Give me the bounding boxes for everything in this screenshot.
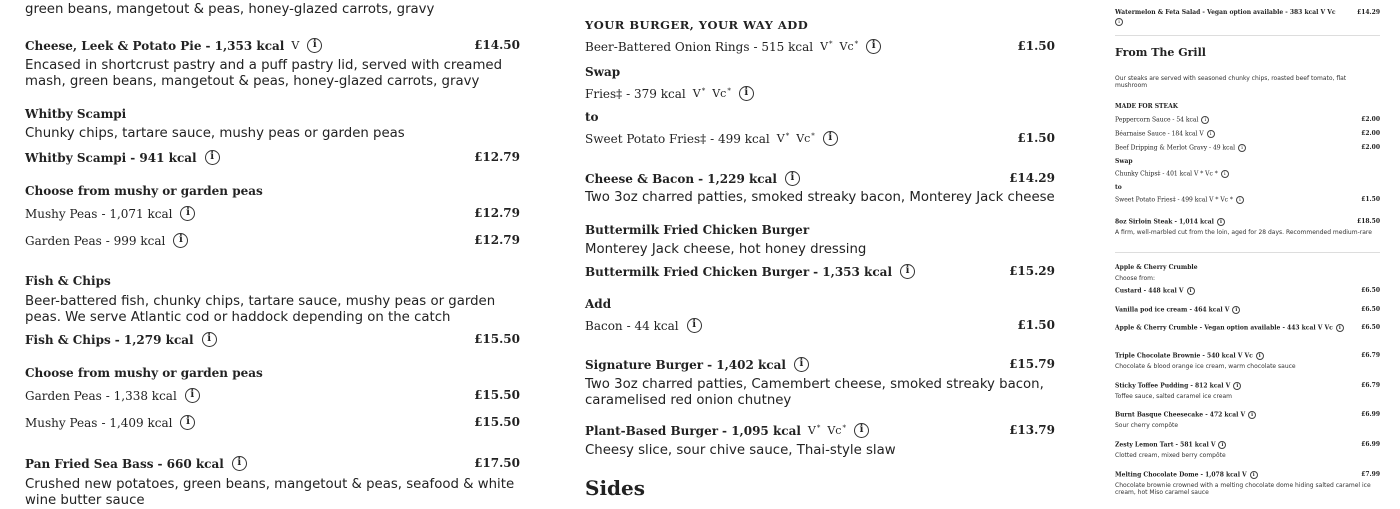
menu-item-whitby-scampi[interactable] bbox=[25, 150, 520, 165]
info-icon[interactable]: i bbox=[1115, 18, 1123, 26]
info-icon[interactable]: i bbox=[180, 206, 195, 221]
option-name: Vanilla pod ice cream - 464 kcal V bbox=[1115, 306, 1230, 314]
menu-item-plant-based-burger[interactable] bbox=[585, 423, 1055, 438]
swap-label: Swap bbox=[1115, 158, 1133, 165]
item-heading: Fish & Chips bbox=[25, 274, 111, 288]
option-price: £1.50 bbox=[1361, 196, 1380, 203]
item-description: Encased in shortcrust pastry and a puff pastry lid, served with creamed mash, green beans, mangetout & peas, honey-glazed carrots, gravy bbox=[25, 58, 503, 89]
option-custard[interactable] bbox=[1115, 287, 1380, 296]
option-name: Béarnaise Sauce - 184 kcal V bbox=[1115, 130, 1204, 138]
option-price: £15.50 bbox=[474, 415, 520, 429]
item-description: Monterey Jack cheese, hot honey dressing bbox=[585, 242, 867, 257]
subsection-heading: MADE FOR STEAK bbox=[1115, 103, 1178, 110]
info-icon[interactable]: i bbox=[1233, 382, 1241, 390]
vegan-badge: Vc* bbox=[839, 40, 859, 53]
option-garden-peas[interactable] bbox=[25, 388, 520, 403]
menu-item-watermelon-salad[interactable] bbox=[1115, 9, 1380, 17]
item-name: Sticky Toffee Pudding - 812 kcal V bbox=[1115, 382, 1231, 390]
option-kcal: - 379 kcal bbox=[626, 86, 686, 101]
option-price: £2.00 bbox=[1361, 144, 1380, 151]
vegetarian-badge: V* bbox=[807, 424, 821, 437]
option-fries[interactable] bbox=[585, 86, 1055, 101]
menu-column-middle bbox=[585, 0, 1055, 500]
option-name: Chunky Chips‡ - 401 kcal V * Vc * bbox=[1115, 170, 1218, 178]
info-icon[interactable]: i bbox=[185, 388, 200, 403]
vegan-badge: Vc* bbox=[827, 424, 846, 437]
item-name: Signature Burger bbox=[585, 357, 704, 372]
vegetarian-badge: V* bbox=[692, 87, 706, 100]
swap-label: Swap bbox=[585, 65, 621, 79]
item-description: Crushed new potatoes, green beans, mangetout & peas, seafood & white wine butter sauce bbox=[25, 477, 515, 508]
item-description: A firm, well-marbled cut from the loin, aged for 28 days. Recommended medium-rare bbox=[1115, 229, 1372, 236]
item-description: Chocolate brownie crowned with a melting chocolate dome hiding salted caramel ice cream, hot Miso caramel sauce bbox=[1115, 482, 1371, 496]
option-sweet-potato-fries[interactable] bbox=[585, 131, 1055, 146]
info-icon[interactable]: i bbox=[173, 233, 188, 248]
item-name: Cheese & Bacon bbox=[585, 171, 695, 186]
option-name: Garden Peas bbox=[25, 233, 102, 248]
item-price: £17.50 bbox=[474, 456, 520, 470]
item-description: Two 3oz charred patties, smoked streaky bacon, Monterey Jack cheese bbox=[585, 190, 1055, 205]
info-icon[interactable]: i bbox=[180, 415, 195, 430]
option-kcal: - 999 kcal bbox=[105, 233, 166, 248]
option-beef-dripping[interactable] bbox=[1115, 144, 1380, 153]
menu-item-sirloin[interactable] bbox=[1115, 218, 1380, 227]
item-heading: Whitby Scampi bbox=[25, 107, 127, 121]
option-name: Mushy Peas bbox=[25, 415, 98, 430]
vegan-badge: Vc* bbox=[712, 87, 731, 100]
option-name: Beer-Battered Onion Rings bbox=[585, 39, 750, 54]
item-name: Burnt Basque Cheesecake - 472 kcal V bbox=[1115, 411, 1246, 419]
option-bearnaise[interactable] bbox=[1115, 130, 1380, 139]
info-icon[interactable]: i bbox=[854, 423, 869, 438]
option-kcal: - 1,071 kcal bbox=[101, 206, 173, 221]
item-price: £7.99 bbox=[1361, 471, 1380, 478]
option-name: Apple & Cherry Crumble - Vegan option available - 443 kcal V Vc bbox=[1115, 324, 1333, 332]
item-name: Buttermilk Fried Chicken Burger bbox=[585, 264, 810, 279]
item-description: Two 3oz charred patties, Camembert cheese, smoked streaky bacon, caramelised red onion chutney bbox=[585, 377, 1044, 408]
option-price: £6.50 bbox=[1361, 324, 1380, 331]
option-price: £12.79 bbox=[474, 206, 520, 220]
option-price: £1.50 bbox=[1017, 131, 1055, 145]
option-kcal: - 1,338 kcal bbox=[105, 388, 177, 403]
info-icon[interactable]: i bbox=[1187, 287, 1195, 295]
info-icon[interactable]: i bbox=[1218, 441, 1226, 449]
option-sweet-potato-fries[interactable] bbox=[1115, 196, 1380, 205]
item-price: £6.79 bbox=[1361, 352, 1380, 359]
info-icon[interactable]: i bbox=[1238, 144, 1246, 152]
info-icon[interactable]: i bbox=[205, 150, 220, 165]
divider bbox=[1115, 252, 1380, 253]
item-price: £15.50 bbox=[474, 332, 520, 346]
option-kcal: - 515 kcal bbox=[753, 39, 814, 54]
choice-heading: Choose from mushy or garden peas bbox=[25, 366, 263, 380]
option-price: £1.50 bbox=[1017, 318, 1055, 332]
item-price: £18.50 bbox=[1357, 218, 1380, 225]
option-price: £1.50 bbox=[1017, 39, 1055, 53]
section-heading: YOUR BURGER, YOUR WAY ADD bbox=[585, 18, 809, 32]
option-name: Sweet Potato Fries‡ bbox=[585, 131, 707, 146]
info-icon[interactable]: i bbox=[1221, 170, 1229, 178]
option-peppercorn[interactable] bbox=[1115, 116, 1380, 125]
info-icon[interactable]: i bbox=[900, 264, 915, 279]
item-kcal: - 1,402 kcal bbox=[707, 357, 786, 372]
item-price: £15.29 bbox=[1009, 264, 1055, 278]
option-name: Bacon bbox=[585, 318, 623, 333]
info-icon[interactable]: i bbox=[1236, 196, 1244, 204]
menu-item-cheesecake[interactable] bbox=[1115, 411, 1380, 420]
option-name: Beef Dripping & Merlot Gravy - 49 kcal bbox=[1115, 144, 1236, 152]
item-kcal: - 941 kcal bbox=[130, 150, 197, 165]
info-icon[interactable]: i bbox=[866, 39, 881, 54]
info-icon[interactable]: i bbox=[1336, 324, 1344, 332]
option-price: £2.00 bbox=[1361, 116, 1380, 123]
vegetarian-badge: V bbox=[291, 39, 300, 52]
menu-column-right bbox=[1115, 0, 1380, 500]
item-heading: Buttermilk Fried Chicken Burger bbox=[585, 223, 810, 237]
vegetarian-badge: V* bbox=[776, 132, 790, 145]
item-kcal: - 1,353 kcal bbox=[813, 264, 893, 279]
item-description: Chunky chips, tartare sauce, mushy peas or garden peas bbox=[25, 126, 405, 141]
item-kcal: - 660 kcal bbox=[157, 456, 224, 471]
item-name: Fish & Chips bbox=[25, 332, 111, 347]
menu-column-left bbox=[25, 0, 520, 508]
divider bbox=[1115, 35, 1380, 36]
item-description: Cheesy slice, sour chive sauce, Thai-style slaw bbox=[585, 443, 896, 458]
menu-item-sea-bass[interactable] bbox=[25, 456, 520, 471]
item-name: Melting Chocolate Dome - 1,078 kcal V bbox=[1115, 471, 1247, 479]
menu-item-cheese-bacon[interactable] bbox=[585, 171, 1055, 186]
item-kcal: - 1,279 kcal bbox=[114, 332, 194, 347]
choose-label: Choose from: bbox=[1115, 275, 1156, 282]
option-kcal: - 499 kcal bbox=[710, 131, 770, 146]
info-icon[interactable]: i bbox=[1217, 218, 1225, 226]
info-icon[interactable]: i bbox=[1256, 352, 1264, 360]
item-price: £6.99 bbox=[1361, 411, 1380, 418]
item-name: Watermelon & Feta Salad - Vegan option available - 383 kcal V Vc bbox=[1115, 9, 1336, 16]
option-kcal: - 44 kcal bbox=[626, 318, 679, 333]
info-icon[interactable]: i bbox=[1250, 471, 1258, 479]
item-price: £15.79 bbox=[1009, 357, 1055, 371]
item-description: Sour cherry compôte bbox=[1115, 422, 1179, 429]
menu-item-signature-burger[interactable] bbox=[585, 357, 1055, 372]
menu-item-sticky-toffee[interactable] bbox=[1115, 382, 1380, 391]
menu-item-chocolate-dome[interactable] bbox=[1115, 471, 1380, 480]
menu-item-brownie[interactable] bbox=[1115, 352, 1380, 361]
item-name: Plant-Based Burger bbox=[585, 423, 719, 438]
option-garden-peas[interactable] bbox=[25, 233, 520, 248]
info-icon[interactable]: i bbox=[202, 332, 217, 347]
info-icon[interactable]: i bbox=[785, 171, 800, 186]
info-icon[interactable]: i bbox=[232, 456, 247, 471]
add-label: Add bbox=[585, 297, 612, 311]
item-description: Toffee sauce, salted caramel ice cream bbox=[1115, 393, 1233, 400]
option-price: £12.79 bbox=[474, 233, 520, 247]
option-price: £6.50 bbox=[1361, 287, 1380, 294]
option-price: £15.50 bbox=[474, 388, 520, 402]
option-name: Peppercorn Sauce - 54 kcal bbox=[1115, 116, 1199, 124]
section-title-grill: From The Grill bbox=[1115, 46, 1206, 59]
section-description: Our steaks are served with seasoned chunky chips, roasted beef tomato, flat mushroom bbox=[1115, 75, 1347, 89]
menu-item-fish-chips[interactable] bbox=[25, 332, 520, 347]
item-price: £14.50 bbox=[474, 38, 520, 52]
option-bacon[interactable] bbox=[585, 318, 1055, 333]
option-mushy-peas[interactable] bbox=[25, 206, 520, 221]
item-name: Zesty Lemon Tart - 581 kcal V bbox=[1115, 441, 1216, 449]
info-icon[interactable]: i bbox=[307, 38, 322, 53]
item-price: £14.29 bbox=[1357, 9, 1380, 16]
item-kcal: - 1,229 kcal bbox=[698, 171, 777, 186]
to-label: to bbox=[1115, 184, 1122, 191]
option-name: Fries‡ bbox=[585, 86, 623, 101]
info-icon[interactable]: i bbox=[1232, 306, 1240, 314]
option-name: Mushy Peas bbox=[25, 206, 98, 221]
option-price: £2.00 bbox=[1361, 130, 1380, 137]
item-description: Chocolate & blood orange ice cream, warm chocolate sauce bbox=[1115, 363, 1296, 370]
option-name: Sweet Potato Fries‡ - 499 kcal V * Vc * bbox=[1115, 196, 1233, 204]
item-price: £6.99 bbox=[1361, 441, 1380, 448]
option-onion-rings[interactable] bbox=[585, 39, 1055, 54]
option-mushy-peas[interactable] bbox=[25, 415, 520, 430]
item-kcal: - 1,353 kcal bbox=[205, 38, 285, 53]
info-icon[interactable]: i bbox=[794, 357, 809, 372]
item-description: Beer-battered fish, chunky chips, tartare sauce, mushy peas or garden peas. We serve Atlantic cod or haddock depending on the catch bbox=[25, 294, 496, 325]
item-name: Cheese, Leek & Potato Pie bbox=[25, 38, 202, 53]
menu-item-buttermilk-chicken[interactable] bbox=[585, 264, 1055, 279]
item-name: 8oz Sirloin Steak - 1,014 kcal bbox=[1115, 218, 1214, 226]
item-name: Pan Fried Sea Bass bbox=[25, 456, 154, 471]
section-title-sides: Sides bbox=[585, 476, 646, 500]
item-heading: Apple & Cherry Crumble bbox=[1115, 264, 1198, 271]
option-crumble-vegan[interactable] bbox=[1115, 324, 1380, 333]
option-price: £6.50 bbox=[1361, 306, 1380, 313]
vegetarian-badge: V* bbox=[820, 40, 833, 53]
item-price: £6.79 bbox=[1361, 382, 1380, 389]
item-price: £13.79 bbox=[1009, 423, 1055, 437]
option-chunky-chips[interactable] bbox=[1115, 170, 1380, 179]
vegan-badge: Vc* bbox=[796, 132, 815, 145]
choice-heading: Choose from mushy or garden peas bbox=[25, 184, 263, 198]
item-price: £12.79 bbox=[474, 150, 520, 164]
to-label: to bbox=[585, 110, 599, 124]
item-name: Triple Chocolate Brownie - 540 kcal V Vc bbox=[1115, 352, 1253, 360]
info-icon[interactable]: i bbox=[1207, 130, 1215, 138]
info-icon[interactable]: i bbox=[1201, 116, 1209, 124]
info-icon[interactable]: i bbox=[1248, 411, 1256, 419]
option-name: Garden Peas bbox=[25, 388, 102, 403]
menu-item-cheese-leek-pie[interactable] bbox=[25, 38, 520, 53]
item-description: green beans, mangetout & peas, honey-glazed carrots, gravy bbox=[25, 2, 435, 17]
item-name: Whitby Scampi bbox=[25, 150, 127, 165]
item-kcal: - 1,095 kcal bbox=[722, 423, 801, 438]
info-icon[interactable]: i bbox=[739, 86, 754, 101]
option-vanilla-ice-cream[interactable] bbox=[1115, 306, 1380, 315]
info-icon[interactable]: i bbox=[823, 131, 838, 146]
info-icon[interactable]: i bbox=[687, 318, 702, 333]
item-price: £14.29 bbox=[1009, 171, 1055, 185]
item-description: Clotted cream, mixed berry compôte bbox=[1115, 452, 1226, 459]
option-name: Custard - 448 kcal V bbox=[1115, 287, 1184, 295]
menu-item-lemon-tart[interactable] bbox=[1115, 441, 1380, 450]
option-kcal: - 1,409 kcal bbox=[101, 415, 173, 430]
